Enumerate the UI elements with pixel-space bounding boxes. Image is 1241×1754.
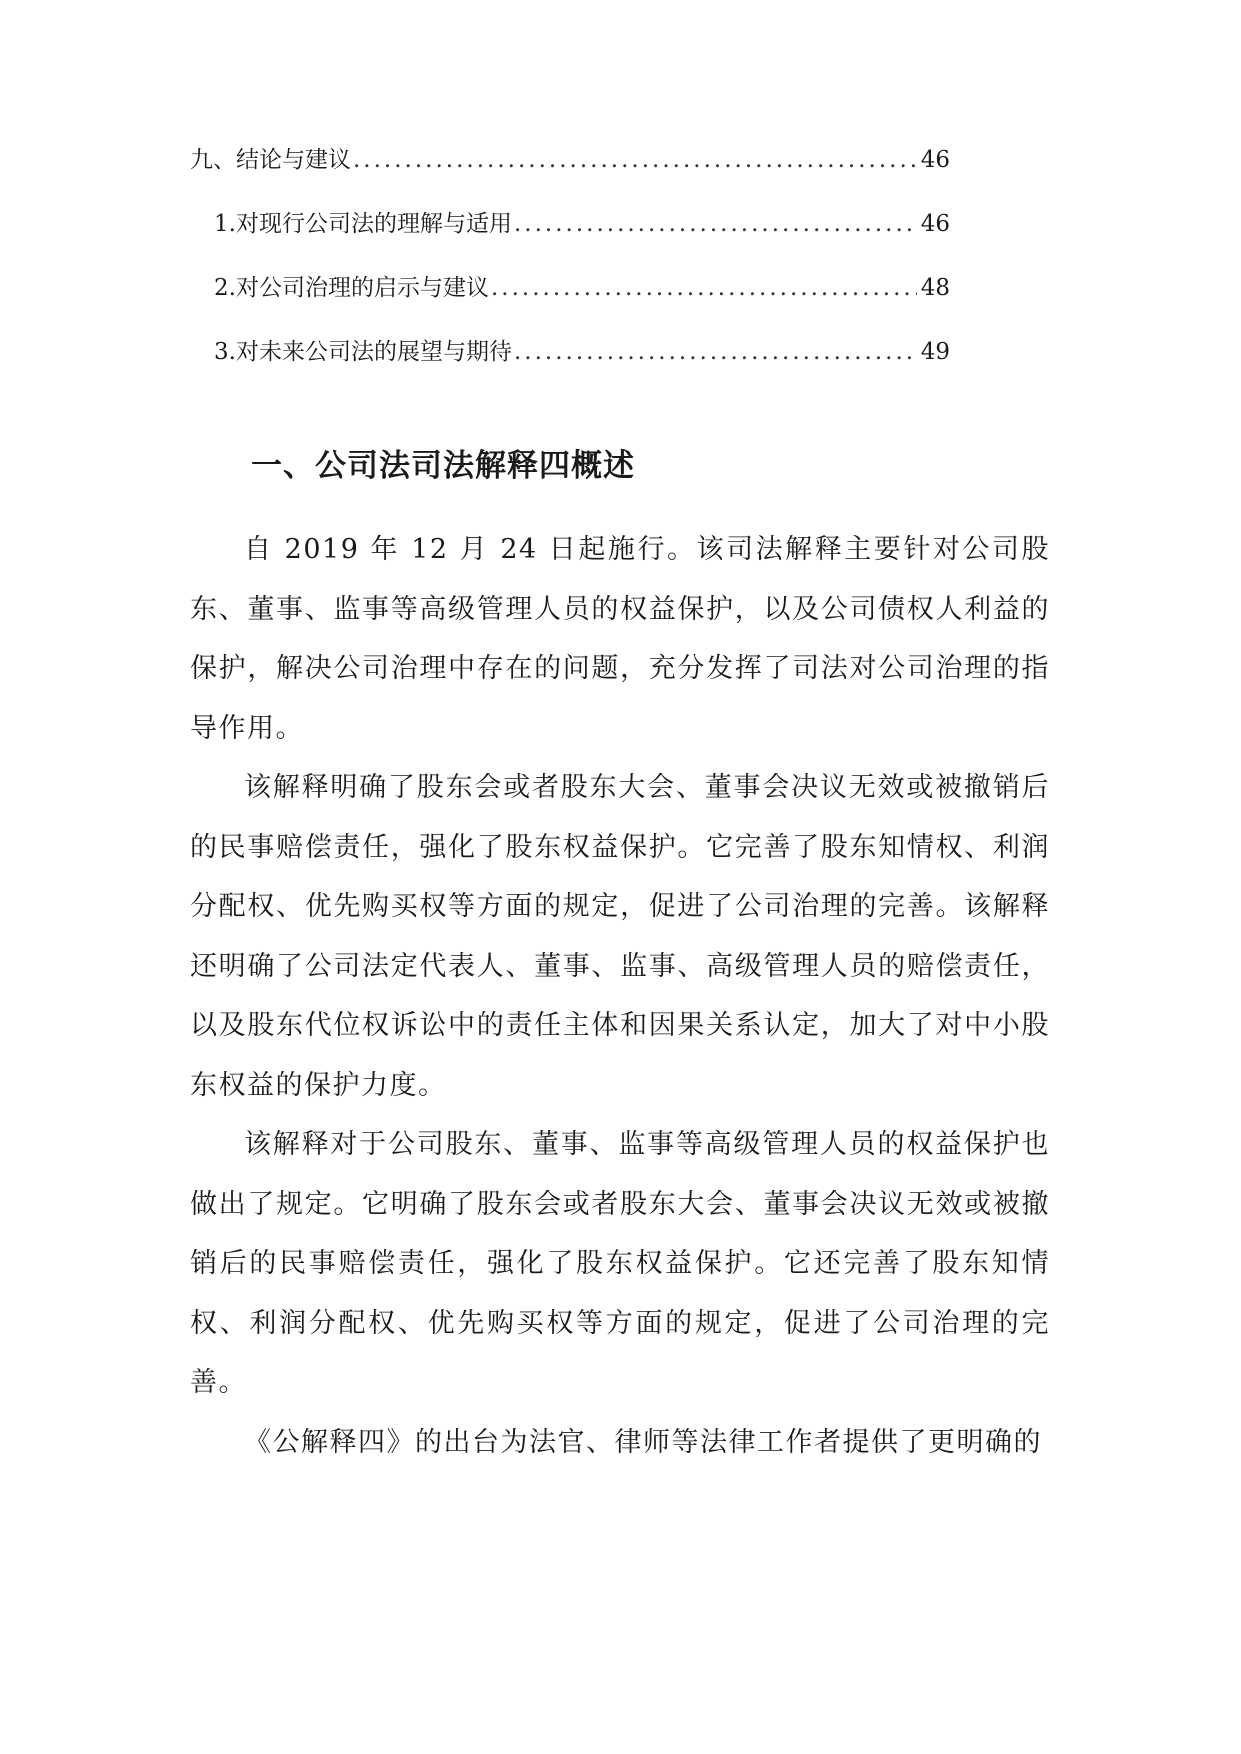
toc-leader-dots [514,337,917,367]
body-paragraph: 该解释对于公司股东、董事、监事等高级管理人员的权益保护也做出了规定。它明确了股东会或者股东大会、董事会决议无效或被撤销后的民事赔偿责任，强化了股东权益保护。它还完善了股东知情权、利润分配权、优先购买权等方面的规定，促进了公司治理的完善。 [190,1129,1050,1398]
toc-page-number: 49 [920,339,950,365]
toc-entry-number: 3. [214,339,236,365]
toc-page-number: 46 [920,211,950,237]
toc-entry[interactable] [190,209,950,273]
toc-entry-title: 对未来公司法的展望与期待 [235,339,512,365]
section-heading: 一、公司法司法解释四概述 [251,448,635,484]
toc-entry-number: 2. [214,275,236,301]
toc-entry-title: 对现行公司法的理解与适用 [235,211,512,237]
toc-entry[interactable] [190,337,950,401]
body-paragraph: 该解释明确了股东会或者股东大会、董事会决议无效或被撤销后的民事赔偿责任，强化了股东权益保护。它完善了股东知情权、利润分配权、优先购买权等方面的规定，促进了公司治理的完善。该解释还明确了公司法定代表人、董事、监事、高级管理人员的赔偿责任，以及股东代位权诉讼中的责任主体和因果关系认定，加大了对中小股东权益的保护力度。 [190,772,1050,1101]
toc-page-number: 48 [920,275,950,301]
body-paragraph: 《公解释四》的出台为法官、律师等法律工作者提供了更明确的 [244,1426,1042,1458]
toc-leader-dots [514,209,917,239]
section-body [190,520,1050,1472]
toc-entry-title: 对公司治理的启示与建议 [235,275,489,301]
toc-entry[interactable] [190,273,950,337]
toc-entry-title: 九、结论与建议 [190,147,351,173]
toc-leader-dots [491,273,917,303]
toc-page-number: 46 [920,147,950,173]
toc-leader-dots [353,145,917,175]
toc-entry[interactable] [190,145,950,209]
body-paragraph: 自 2019 年 12 月 24 日起施行。该司法解释主要针对公司股东、董事、监事等高级管理人员的权益保护，以及公司债权人利益的保护，解决公司治理中存在的问题，充分发挥了司法对公司治理的指导作用。 [190,534,1050,744]
table-of-contents [190,145,950,401]
toc-entry-number: 1. [214,211,236,237]
